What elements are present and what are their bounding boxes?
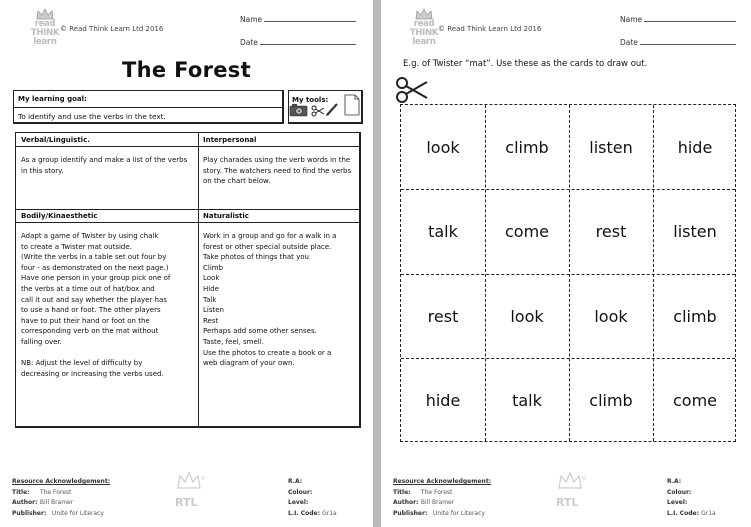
copyright-text: © Read Think Learn Ltd 2016 bbox=[438, 25, 542, 33]
text-line: Take photos of things that you bbox=[203, 253, 309, 262]
text-line: (Write the verbs in a table set out four by bbox=[21, 253, 167, 262]
naturalistic-heading: Naturalistic bbox=[198, 209, 360, 223]
scissors-icon bbox=[311, 105, 325, 117]
ack-title-value: The Forest bbox=[420, 488, 453, 496]
text-line: corresponding verb on the mat without bbox=[21, 327, 159, 336]
learning-goal-label: My learning goal: bbox=[18, 95, 87, 103]
text-line: Have one person in your group pick one of bbox=[21, 274, 171, 283]
text-line: Rest bbox=[203, 316, 219, 325]
verb-card: look bbox=[594, 306, 628, 326]
tools-box bbox=[288, 90, 363, 124]
resource-acknowledgement bbox=[393, 477, 491, 519]
logo-word-learn: learn bbox=[33, 37, 57, 47]
li-code-value: Gr1a bbox=[701, 509, 716, 517]
text-line: falling over. bbox=[21, 337, 62, 346]
tools-label: My tools: bbox=[292, 96, 329, 104]
name-label: Name bbox=[620, 15, 643, 24]
paper-icon bbox=[344, 94, 360, 116]
ack-publisher-label: Publisher: bbox=[393, 509, 428, 517]
verb-card: come bbox=[504, 221, 549, 241]
verb-card: hide bbox=[425, 390, 461, 410]
rtl-text: RTL bbox=[175, 496, 198, 509]
name-field[interactable] bbox=[240, 14, 356, 24]
logo-word-learn: learn bbox=[412, 37, 436, 47]
verbal-linguistic-text: As a group identify and make a list of the verbs in this story. bbox=[21, 156, 188, 175]
brand-logo bbox=[409, 8, 439, 52]
cards-instruction: E.g. of Twister “mat”. Use these as the cards to draw out. bbox=[403, 59, 648, 69]
verb-card: talk bbox=[512, 390, 542, 410]
naturalistic-text bbox=[203, 231, 356, 369]
text-line: Listen bbox=[203, 306, 224, 315]
text-line: the verbs at a time out of hat/box and bbox=[21, 284, 155, 293]
divider bbox=[14, 107, 282, 108]
text-line: Work in a group and go for a walk in a bbox=[203, 232, 337, 240]
rtl-logo bbox=[172, 470, 206, 516]
interpersonal-text: Play charades using the verb words in the story. The watchers need to find the verbs on the chart below. bbox=[203, 156, 352, 186]
brand-logo bbox=[30, 8, 60, 52]
logo-word-think: THINK bbox=[30, 28, 60, 38]
verb-card: climb bbox=[673, 306, 717, 326]
interpersonal-cell bbox=[198, 133, 360, 209]
copyright-text: © Read Think Learn Ltd 2016 bbox=[60, 25, 164, 33]
date-line[interactable] bbox=[640, 37, 736, 45]
worksheet-page-2 bbox=[381, 0, 751, 527]
text-line: Use the photos to create a book or a bbox=[203, 348, 332, 357]
rtl-logo bbox=[553, 470, 587, 516]
ack-publisher-label: Publisher: bbox=[12, 509, 47, 517]
text-line: Adapt a game of Twister by using chalk bbox=[21, 232, 159, 240]
date-field[interactable] bbox=[620, 37, 736, 47]
text-line: have to put their hand or foot on the bbox=[21, 316, 150, 325]
date-label: Date bbox=[620, 38, 638, 47]
text-line: call it out and say whether the player has bbox=[21, 295, 167, 304]
ack-heading: Resource Acknowledgement: bbox=[393, 478, 492, 485]
ack-publisher-value: Unite for Literacy bbox=[432, 509, 485, 517]
logo-word-read: read bbox=[413, 19, 435, 29]
text-line: Taste, feel, smell. bbox=[203, 337, 264, 346]
camera-icon bbox=[289, 103, 309, 117]
date-line[interactable] bbox=[260, 37, 356, 45]
interpersonal-heading: Interpersonal bbox=[198, 133, 360, 147]
verbal-linguistic-heading: Verbal/Linguistic. bbox=[16, 133, 198, 147]
ack-author-value: Bill Bramer bbox=[420, 499, 455, 506]
page-title: The Forest bbox=[122, 58, 251, 82]
colour-label: Colour: bbox=[288, 488, 313, 496]
text-line: web diagram of your own. bbox=[203, 359, 295, 368]
verb-card: come bbox=[672, 390, 717, 410]
name-line[interactable] bbox=[644, 14, 736, 22]
resource-acknowledgement bbox=[12, 477, 110, 519]
text-line: decreasing or increasing the verbs used. bbox=[21, 369, 164, 378]
li-code-label: L.I. Code: bbox=[667, 509, 699, 517]
text-line: Perhaps add some other senses. bbox=[203, 327, 317, 336]
rtl-crown-icon bbox=[553, 470, 587, 516]
li-code-label: L.I. Code: bbox=[288, 509, 320, 517]
text-line: Talk bbox=[203, 295, 217, 304]
ra-label: R.A: bbox=[288, 478, 303, 485]
logo-word-read: read bbox=[34, 19, 56, 29]
rtl-text: RTL bbox=[556, 496, 579, 509]
spacer bbox=[21, 348, 194, 359]
verb-card: look bbox=[426, 137, 460, 157]
verbal-linguistic-cell bbox=[16, 133, 198, 209]
reading-info bbox=[288, 477, 337, 519]
text-line: Hide bbox=[203, 284, 219, 293]
verb-card: hide bbox=[677, 137, 713, 157]
text-line: NB: Adjust the level of difficulty by bbox=[21, 359, 143, 368]
text-line: forest or other special outside place. bbox=[203, 242, 332, 251]
verb-card: listen bbox=[673, 221, 717, 241]
ack-title-label: Title: bbox=[393, 488, 411, 496]
verb-card: climb bbox=[505, 137, 549, 157]
ack-author-label: Author: bbox=[393, 499, 419, 506]
colour-label: Colour: bbox=[667, 488, 692, 496]
date-field[interactable] bbox=[240, 37, 356, 47]
rtl-crown-icon bbox=[172, 470, 206, 516]
date-label: Date bbox=[240, 38, 258, 47]
reading-info bbox=[667, 477, 716, 519]
ack-author-value: Bill Bramer bbox=[39, 499, 74, 506]
pencil-icon bbox=[325, 101, 339, 117]
naturalistic-cell bbox=[198, 209, 360, 427]
ack-publisher-value: Unite for Literacy bbox=[51, 509, 104, 517]
ack-author-label: Author: bbox=[12, 499, 38, 506]
logo-word-think: THINK bbox=[409, 28, 439, 38]
verb-card: climb bbox=[589, 390, 633, 410]
text-line: Climb bbox=[203, 263, 224, 272]
name-label: Name bbox=[240, 15, 263, 24]
scissors-icon bbox=[395, 76, 429, 104]
learning-goal-text: To identify and use the verbs in the text. bbox=[18, 112, 166, 121]
bodily-kinaesthetic-text bbox=[21, 231, 194, 379]
twister-cards-grid bbox=[400, 104, 736, 442]
activity-grid bbox=[15, 132, 361, 428]
text-line: to use a hand or foot. The other players bbox=[21, 306, 161, 315]
name-line[interactable] bbox=[264, 14, 356, 22]
text-line: to create a Twister mat outside. bbox=[21, 242, 132, 251]
worksheet-page-1 bbox=[0, 0, 373, 527]
verb-card: listen bbox=[589, 137, 633, 157]
verb-card: rest bbox=[595, 221, 627, 241]
bodily-kinaesthetic-heading: Bodily/Kinaesthetic bbox=[16, 209, 198, 223]
name-field[interactable] bbox=[620, 14, 736, 24]
bodily-kinaesthetic-cell bbox=[16, 209, 198, 427]
ra-label: R.A: bbox=[667, 478, 682, 485]
ack-title-value: The Forest bbox=[39, 488, 72, 496]
verb-card: look bbox=[510, 306, 544, 326]
level-label: Level: bbox=[288, 499, 309, 506]
li-code-value: Gr1a bbox=[322, 509, 337, 517]
ack-title-label: Title: bbox=[12, 488, 30, 496]
learning-goal-box bbox=[13, 90, 284, 124]
ack-heading: Resource Acknowledgement: bbox=[12, 478, 111, 485]
level-label: Level: bbox=[667, 499, 688, 506]
text-line: Look bbox=[203, 274, 220, 283]
verb-card: rest bbox=[427, 306, 459, 326]
verb-card: talk bbox=[428, 221, 458, 241]
text-line: four - as demonstrated on the next page.) bbox=[21, 263, 169, 272]
